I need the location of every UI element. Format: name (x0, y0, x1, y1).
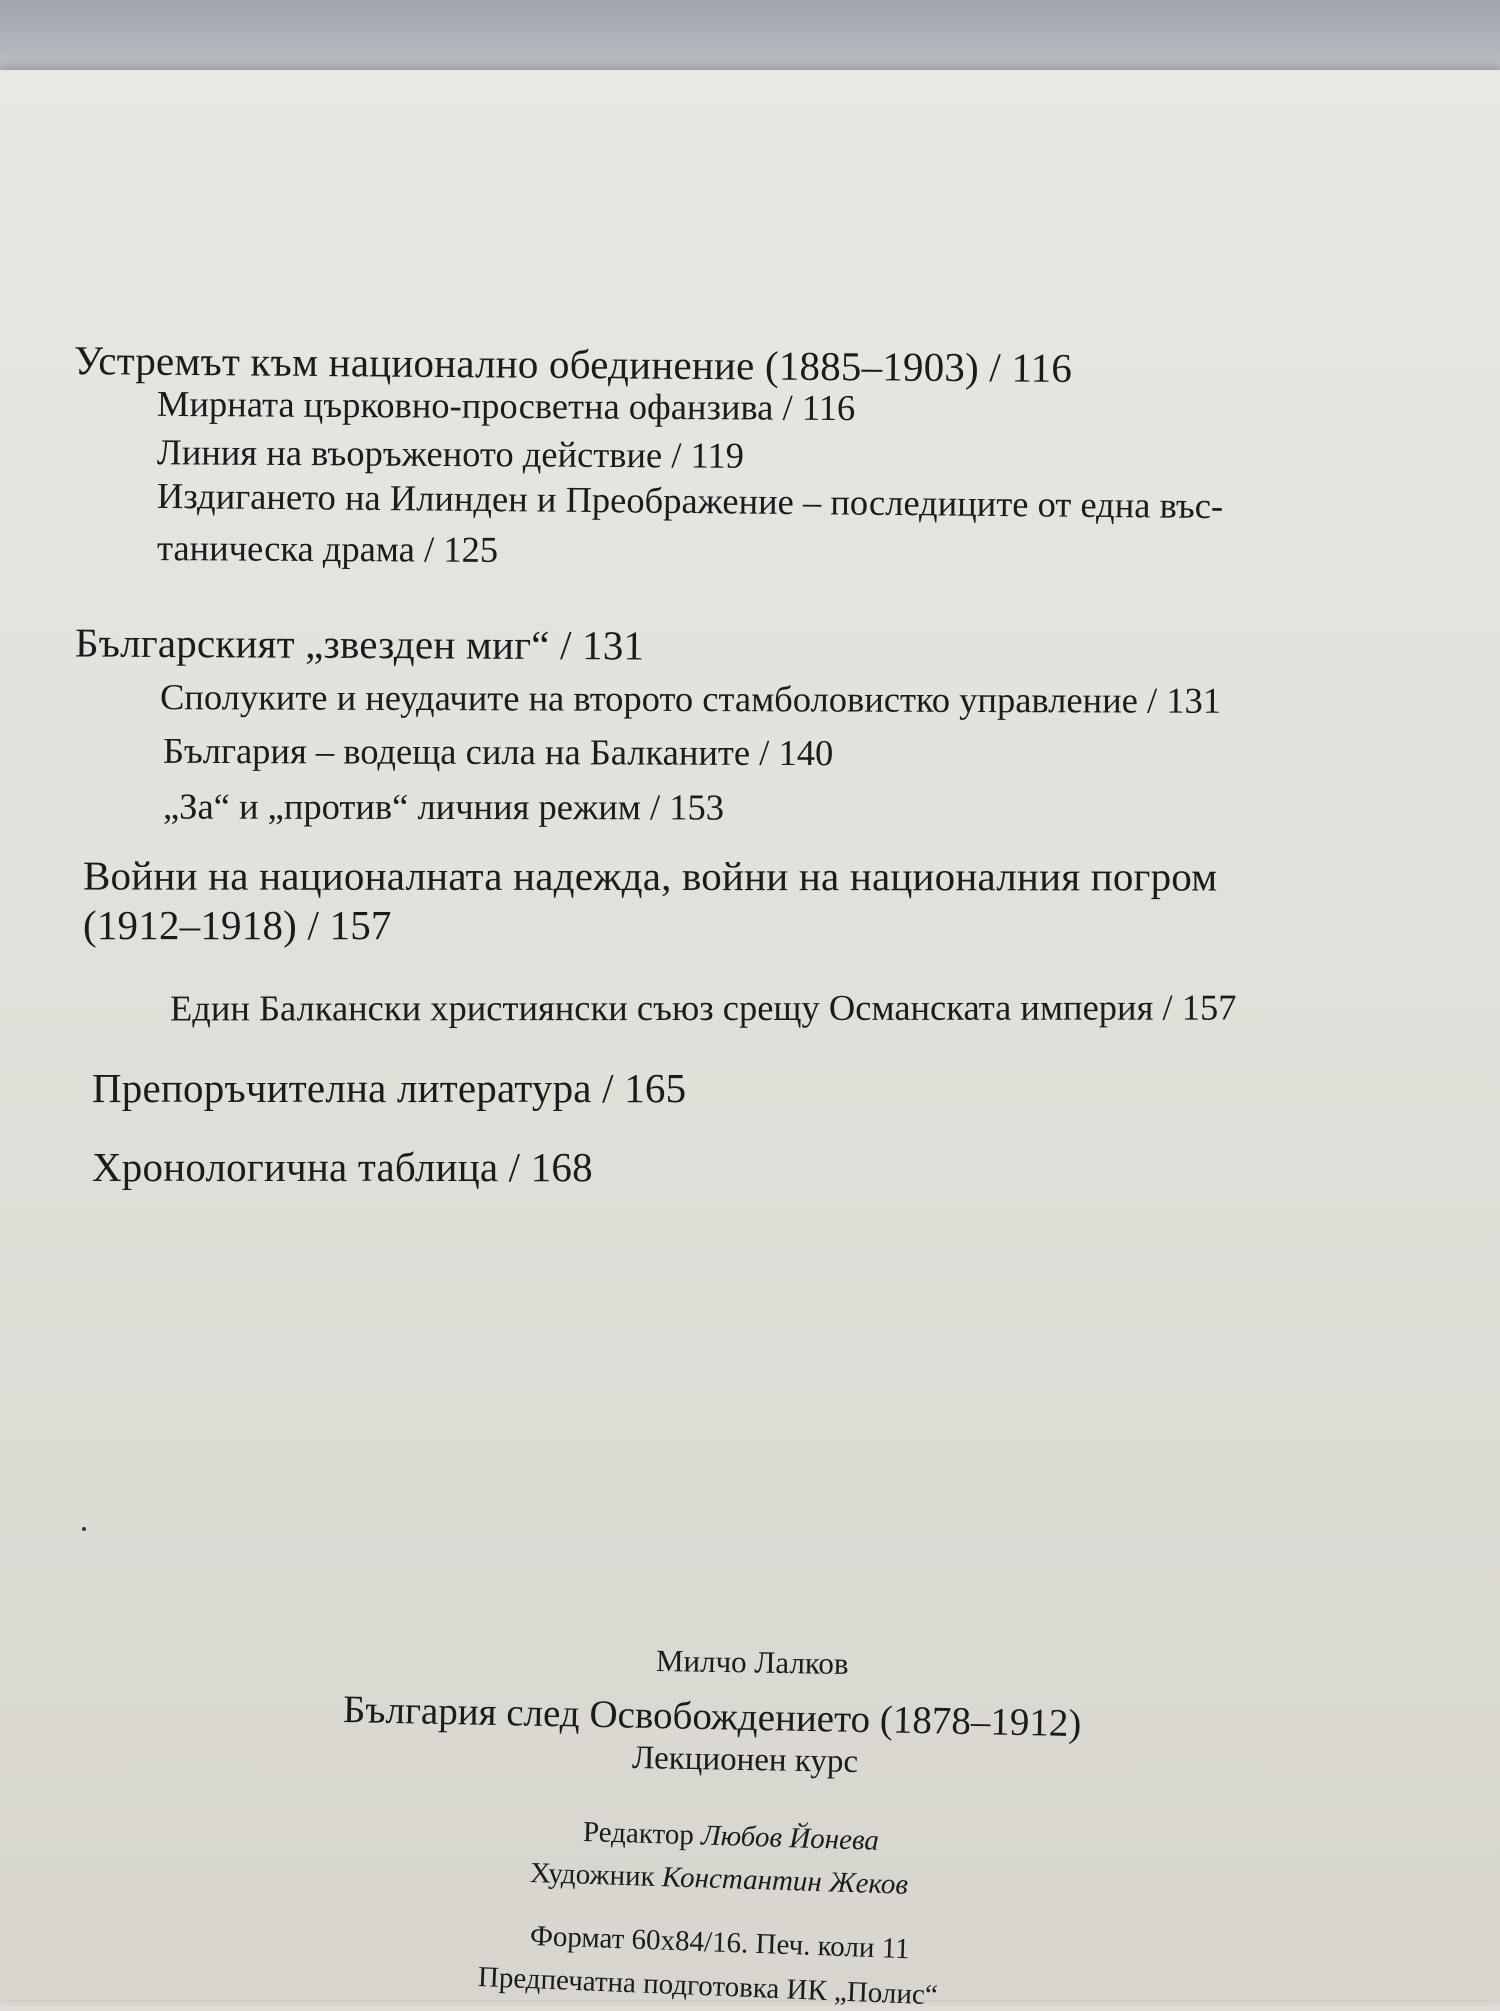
toc-chronology: Хронологична таблица / 168 (92, 1144, 593, 1190)
background-surface (0, 0, 1500, 74)
editor-name: Любов Йонева (700, 1819, 880, 1857)
table-of-contents (0, 70, 1500, 1320)
colophon-prepress: Предпечатна подготовка ИК „Полис“ (477, 1961, 939, 2011)
colophon-author: Милчо Лалков (655, 1643, 849, 1682)
toc-chapter-2: Българският „звезден миг“ / 131 (74, 619, 645, 669)
colophon-editor (583, 1818, 880, 1856)
colophon-book-title: България след Освобождението (1878–1912) (342, 1688, 1082, 1746)
editor-role: Редактор (582, 1816, 695, 1852)
toc-section-2-3: „За“ и „против“ личния режим / 153 (162, 785, 725, 828)
toc-section-1-1: Мирната църковно-просветна офанзива / 116 (156, 382, 856, 429)
toc-section-1-3: Издигането на Илинден и Преображение – последиците от една въс- (156, 474, 1224, 527)
book-page (0, 70, 1500, 2011)
toc-section-3-1: Един Балкански християнски съюз срещу Османската империя / 157 (169, 986, 1237, 1029)
toc-section-1-2: Линия на въоръженото действие / 119 (156, 431, 745, 476)
toc-section-2-2: България – водеща сила на Балканите / 140 (162, 729, 834, 774)
artist-name: Константин Жеков (661, 1861, 909, 1901)
toc-bibliography: Препоръчителна литература / 165 (92, 1065, 687, 1111)
toc-section-1-3-cont: таническа драма / 125 (156, 527, 499, 570)
print-speck (82, 1527, 86, 1531)
toc-section-2-1: Сполуките и неудачите на второто стамболовистко управление / 131 (159, 676, 1222, 721)
toc-chapter-3-cont: (1912–1918) / 157 (83, 902, 392, 948)
artist-role: Художник (529, 1857, 656, 1893)
colophon-artist (530, 1859, 909, 1900)
colophon-format: Формат 60x84/16. Печ. коли 11 (529, 1920, 911, 1966)
toc-chapter-1: Устремът към национално обединение (1885–1903) / 116 (73, 337, 1073, 391)
colophon-subtitle: Лекционен курс (631, 1740, 859, 1780)
toc-chapter-3: Войни на националната надежда, войни на националния погром (82, 852, 1218, 900)
